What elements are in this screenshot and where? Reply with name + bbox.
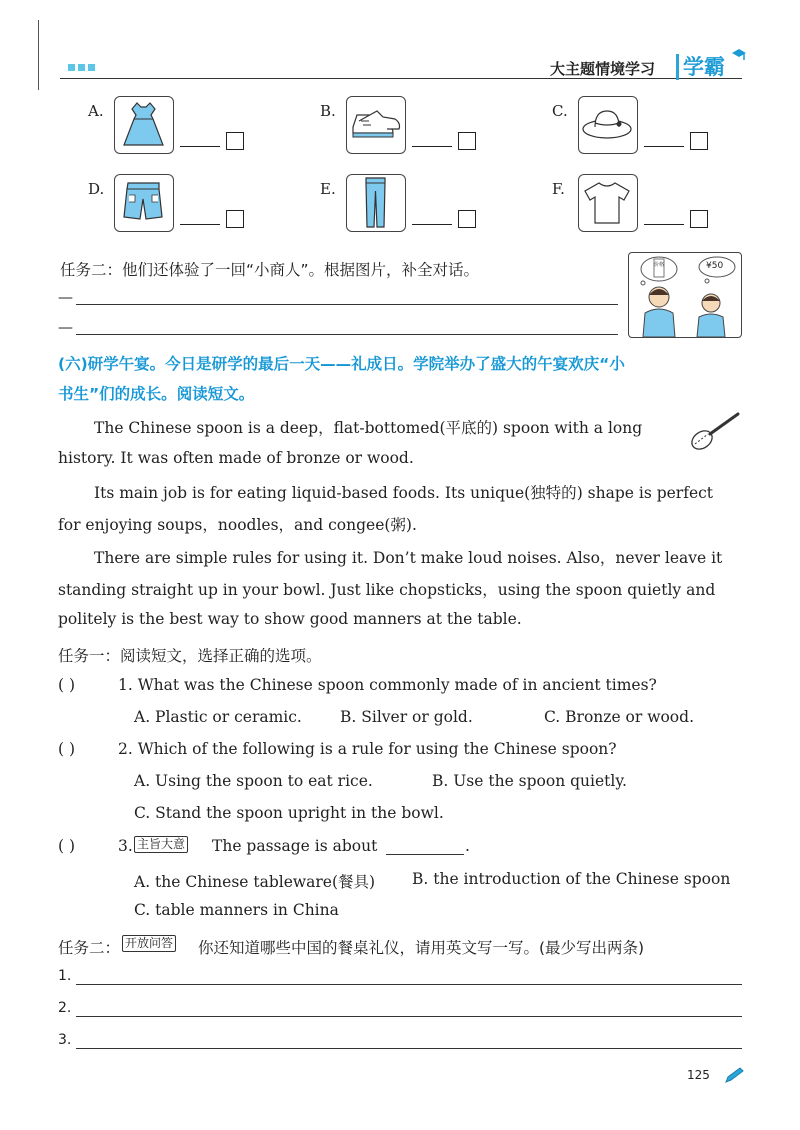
q1-option-b[interactable]: B. Silver or gold. <box>340 708 473 726</box>
passage-p3-line1: There are simple rules for using it. Don’t make loud noises. Also，never leave it <box>94 549 723 567</box>
passage-p1-line1: The Chinese spoon is a deep，flat-bottomed(平底的) spoon with a long <box>94 419 643 437</box>
answer-checkbox[interactable] <box>690 132 708 150</box>
pencil-icon <box>724 1066 746 1084</box>
jeans-icon <box>347 175 404 230</box>
q1-option-a[interactable]: A. Plastic or ceramic. <box>134 708 302 726</box>
answer-blank[interactable] <box>644 224 684 225</box>
q2-option-b[interactable]: B. Use the spoon quietly. <box>432 772 627 790</box>
header-dots <box>68 64 95 71</box>
q2-option-a[interactable]: A. Using the spoon to eat rice. <box>134 772 373 790</box>
passage-p2-line2: for enjoying soups，noodles，and congee(粥). <box>58 516 417 534</box>
answer-checkbox[interactable] <box>690 210 708 228</box>
option-letter: B. <box>320 102 336 120</box>
q3-option-a[interactable]: A. the Chinese tableware(餐具) <box>134 873 376 891</box>
task1-instruction: 任务一：阅读短文，选择正确的选项。 <box>58 647 322 665</box>
option-letter: E. <box>320 180 336 198</box>
chinese-spoon-icon <box>688 410 742 454</box>
answer-line-2[interactable] <box>76 1016 742 1017</box>
dialogue-line-1[interactable] <box>76 304 618 305</box>
answer-line-3[interactable] <box>76 1048 742 1049</box>
q2-option-c[interactable]: C. Stand the spoon upright in the bowl. <box>134 804 444 822</box>
section6-heading-line2: 书生”们的成长。阅读短文。 <box>58 385 255 403</box>
main-idea-badge: 主旨大意 <box>134 836 188 853</box>
shop-dialogue-picture <box>628 252 742 338</box>
bubble-price: ¥50 <box>706 261 724 271</box>
answer-blank[interactable] <box>412 224 452 225</box>
answer-blank[interactable] <box>180 146 220 147</box>
answer-checkbox[interactable] <box>226 210 244 228</box>
q3-number: 3. <box>118 837 133 855</box>
page-number: 125 <box>687 1068 710 1082</box>
answer-checkbox[interactable] <box>458 210 476 228</box>
margin-line <box>38 20 39 90</box>
jeans-picture <box>346 174 406 232</box>
section6-heading-line1: (六)研学午宴。今日是研学的最后一天——礼成日。学院举办了盛大的午宴欢庆“小 <box>58 355 625 373</box>
passage-p2-line1: Its main job is for eating liquid-based foods. Its unique(独特的) shape is perfect <box>94 484 714 502</box>
tshirt-picture <box>578 174 638 232</box>
open-answer-badge: 开放问答 <box>122 935 176 952</box>
q3-stem: The passage is about <box>212 837 378 855</box>
q2-stem: 2. Which of the following is a rule for using the Chinese spoon? <box>118 740 617 758</box>
passage-p3-line2: standing straight up in your bowl. Just like chopsticks，using the spoon quietly and <box>58 581 716 599</box>
task2b-open-tag <box>122 934 176 953</box>
tshirt-icon <box>579 175 636 230</box>
q3-answer-paren[interactable]: ( ) <box>58 837 76 855</box>
option-letter: F. <box>552 180 565 198</box>
answer-blank[interactable] <box>644 146 684 147</box>
graduation-cap-icon <box>731 48 747 62</box>
option-letter: C. <box>552 102 568 120</box>
q1-option-c[interactable]: C. Bronze or wood. <box>544 708 694 726</box>
shorts-icon <box>115 175 172 230</box>
passage-p1-line2: history. It was often made of bronze or wood. <box>58 449 414 467</box>
dialogue-dash-2: — <box>58 318 73 336</box>
header-bar <box>676 54 679 80</box>
passage-p3-line3: politely is the best way to show good manners at the table. <box>58 610 522 628</box>
hat-picture <box>578 96 638 154</box>
q3-stem-end: . <box>465 837 470 855</box>
header-brand: 学霸 <box>683 55 725 79</box>
answer-line-label-2: 2. <box>58 1000 72 1016</box>
option-letter: A. <box>88 102 104 120</box>
bubble-tag-text: 价格 <box>654 262 665 268</box>
q3-option-c[interactable]: C. table manners in China <box>134 901 339 919</box>
task2-instruction: 任务二：他们还体验了一回“小商人”。根据图片，补全对话。 <box>60 261 480 279</box>
shorts-picture <box>114 174 174 232</box>
q1-answer-paren[interactable]: ( ) <box>58 676 76 694</box>
sneakers-icon <box>347 97 404 152</box>
dialogue-dash-1: — <box>58 288 73 306</box>
answer-line-1[interactable] <box>76 984 742 985</box>
option-letter: D. <box>88 180 105 198</box>
answer-blank[interactable] <box>180 224 220 225</box>
answer-blank[interactable] <box>412 146 452 147</box>
task2b-prefix: 任务二： <box>58 939 121 957</box>
q1-stem: 1. What was the Chinese spoon commonly made of in ancient times? <box>118 676 657 694</box>
dialogue-line-2[interactable] <box>76 334 618 335</box>
dress-picture <box>114 96 174 154</box>
sneakers-picture <box>346 96 406 154</box>
q3-answer-blank[interactable] <box>386 854 464 855</box>
answer-line-label-1: 1. <box>58 968 72 984</box>
answer-checkbox[interactable] <box>226 132 244 150</box>
task2b-instruction: 你还知道哪些中国的餐桌礼仪，请用英文写一写。(最少写出两条) <box>198 939 645 957</box>
dress-icon <box>115 97 172 152</box>
q3-main-idea-tag <box>134 835 188 854</box>
q3-option-b[interactable]: B. the introduction of the Chinese spoon <box>412 870 731 888</box>
shoppers-illustration <box>629 253 741 337</box>
q2-answer-paren[interactable]: ( ) <box>58 740 76 758</box>
answer-line-label-3: 3. <box>58 1032 72 1048</box>
header-title: 大主题情境学习 <box>550 60 656 78</box>
answer-checkbox[interactable] <box>458 132 476 150</box>
hat-icon <box>579 97 636 152</box>
